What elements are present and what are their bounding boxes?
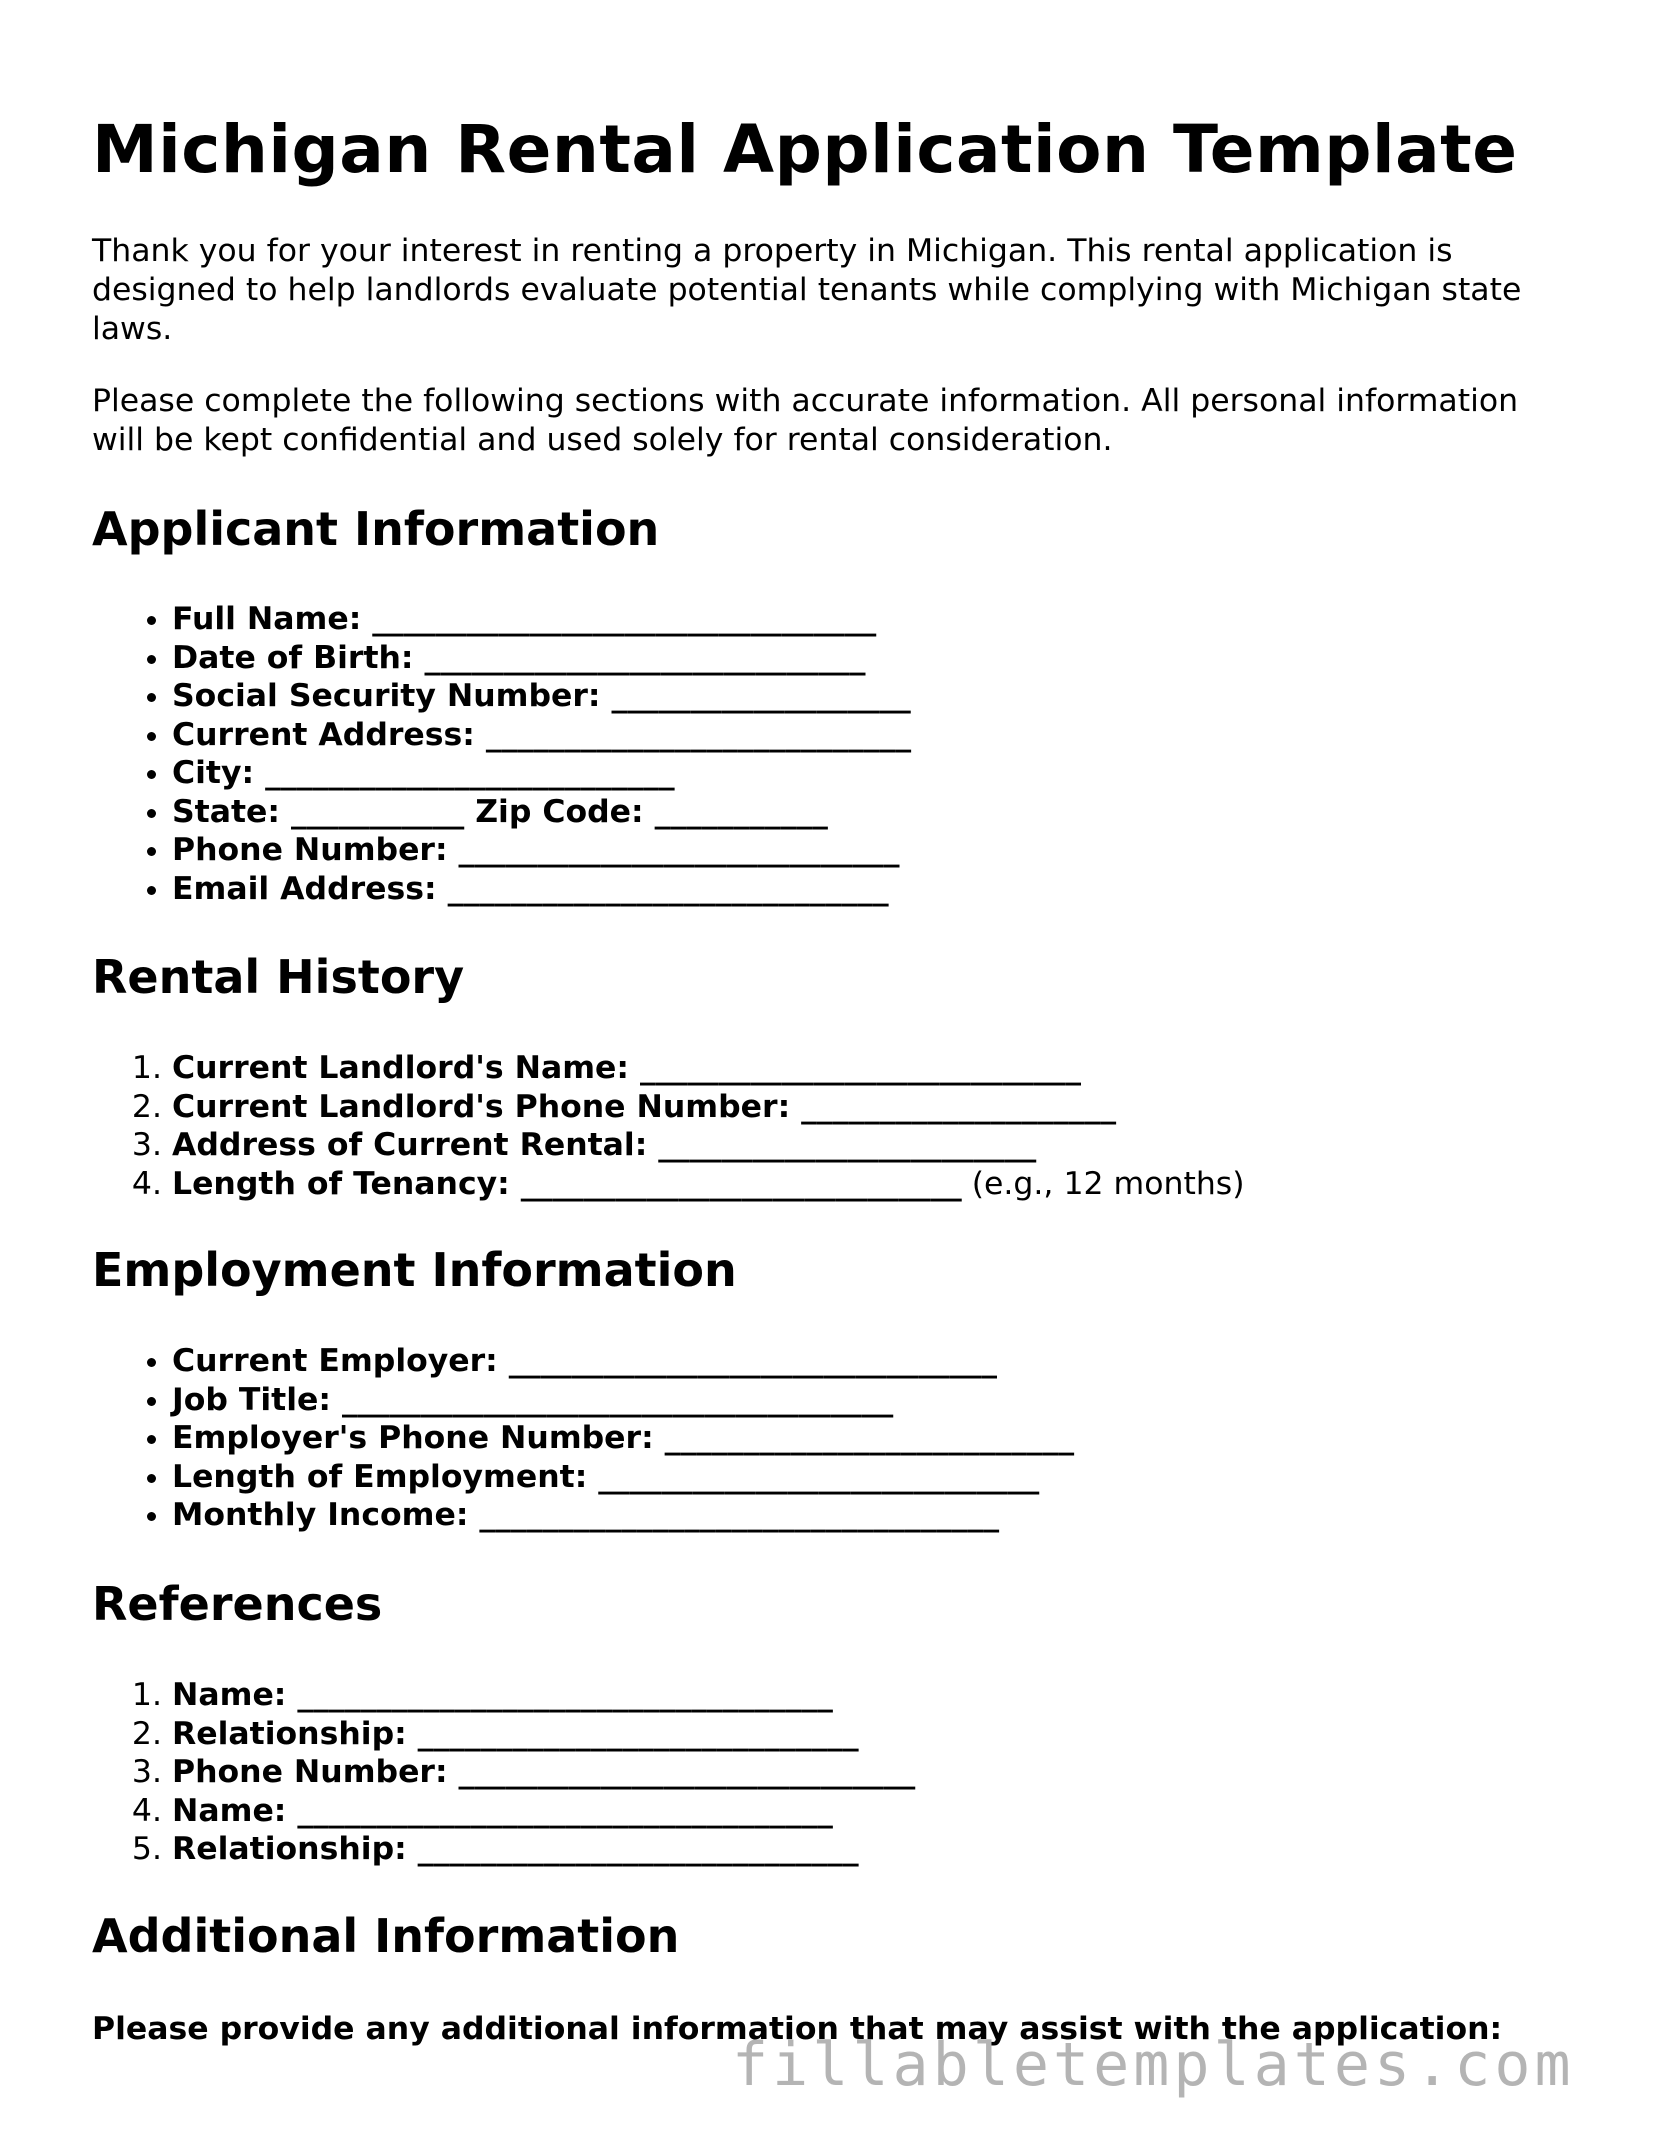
list-item <box>172 1419 1592 1458</box>
page-title: Michigan Rental Application Template <box>92 111 1518 188</box>
watermark: fillabletemplates.com <box>732 2030 1575 2100</box>
field-length-of-tenancy: Length of Tenancy: ____________________________ <box>172 1165 962 1202</box>
rental-history-heading: Rental History <box>92 950 465 1005</box>
applicant-list <box>92 600 1592 908</box>
list-item <box>172 716 1592 755</box>
list-item <box>172 639 1592 678</box>
list-item <box>172 677 1592 716</box>
field-city: City: __________________________ <box>172 755 675 792</box>
list-item <box>172 1342 1592 1381</box>
list-item <box>172 870 1592 909</box>
field-state-zip: State: ___________ Zip Code: ___________ <box>172 793 828 830</box>
tenancy-hint: (e.g., 12 months) <box>971 1165 1245 1202</box>
field-date-of-birth: Date of Birth: ____________________________ <box>172 639 866 676</box>
list-item <box>172 793 1592 832</box>
additional-prompt: Please provide any additional information that may assist with the application: <box>92 2010 1503 2047</box>
list-item <box>172 1458 1592 1497</box>
list-item <box>172 1830 1592 1869</box>
field-employer-phone: Employer's Phone Number: __________________________ <box>172 1420 1075 1457</box>
references-heading: References <box>92 1576 383 1631</box>
field-length-of-employment: Length of Employment: ____________________________ <box>172 1458 1040 1495</box>
document-page <box>92 112 1592 2048</box>
field-reference-relationship-2: Relationship: ____________________________ <box>172 1831 859 1868</box>
list-item <box>172 1715 1592 1754</box>
field-monthly-income: Monthly Income: _________________________________ <box>172 1497 1000 1534</box>
field-reference-phone: Phone Number: _____________________________ <box>172 1754 916 1791</box>
references-list <box>92 1676 1592 1869</box>
list-item <box>172 1049 1592 1088</box>
field-full-name: Full Name: ________________________________ <box>172 601 877 638</box>
field-job-title: Job Title: ___________________________________ <box>172 1381 894 1418</box>
list-item <box>172 1792 1592 1831</box>
field-reference-relationship-1: Relationship: ____________________________ <box>172 1715 859 1752</box>
field-ssn: Social Security Number: ___________________ <box>172 678 911 715</box>
list-item <box>172 831 1592 870</box>
list-item <box>172 1381 1592 1420</box>
field-landlord-name: Current Landlord's Name: ____________________________ <box>172 1050 1081 1087</box>
field-current-employer: Current Employer: _______________________________ <box>172 1343 997 1380</box>
rental-history-list <box>92 1049 1592 1203</box>
employment-list <box>92 1342 1592 1535</box>
field-rental-address: Address of Current Rental: ________________________ <box>172 1127 1037 1164</box>
list-item <box>172 1088 1592 1127</box>
field-reference-name-2: Name: __________________________________ <box>172 1792 833 1829</box>
intro-paragraph-1: Thank you for your interest in renting a property in Michigan. This rental application is designed to help landlords evaluate potential tenants while complying with Michigan state laws. <box>92 232 1522 347</box>
list-item <box>172 1496 1592 1535</box>
field-current-address: Current Address: ___________________________ <box>172 716 912 753</box>
list-item <box>172 754 1592 793</box>
intro-paragraph-2: Please complete the following sections with accurate information. All personal information will be kept confidential and used solely for rental consideration. <box>92 382 1519 458</box>
field-email-address: Email Address: ____________________________ <box>172 870 889 907</box>
list-item <box>172 1676 1592 1715</box>
list-item <box>172 600 1592 639</box>
list-item <box>172 1753 1592 1792</box>
applicant-heading: Applicant Information <box>92 501 660 556</box>
list-item <box>172 1165 1592 1204</box>
list-item <box>172 1126 1592 1165</box>
additional-heading: Additional Information <box>92 1908 680 1963</box>
field-landlord-phone: Current Landlord's Phone Number: ____________________ <box>172 1088 1117 1125</box>
field-reference-name-1: Name: __________________________________ <box>172 1677 833 1714</box>
employment-heading: Employment Information <box>92 1243 737 1298</box>
field-phone-number: Phone Number: ____________________________ <box>172 832 900 869</box>
